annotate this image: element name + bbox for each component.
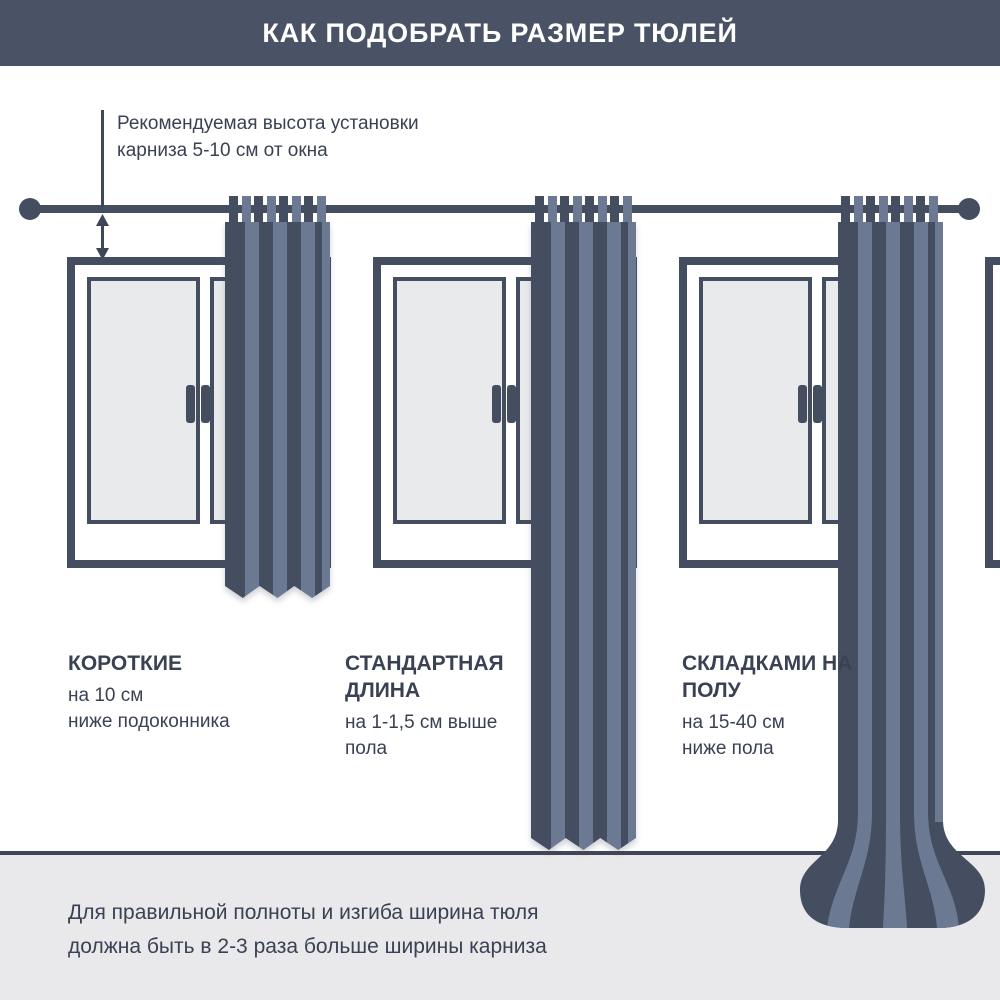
label-short-desc: на 10 см ниже подоконника: [68, 685, 230, 732]
rod-end-cap-right: [958, 198, 980, 220]
page-title: КАК ПОДОБРАТЬ РАЗМЕР ТЮЛЕЙ: [262, 17, 738, 48]
double-arrow-icon: [93, 214, 112, 260]
annotation-line-2: карниза 5-10 см от окна: [117, 140, 328, 161]
footer-line-1: Для правильной полноты и изгиба ширина тюля: [68, 901, 539, 924]
window-2-left-pane: [393, 277, 506, 524]
curtain-rod: [30, 205, 970, 213]
label-short: [68, 650, 243, 735]
window-2-left-handle: [492, 385, 501, 423]
label-standard: [345, 650, 520, 762]
window-2-right-handle: [507, 385, 516, 423]
annotation-line-1: Рекомендуемая высота установки: [117, 113, 419, 134]
header-bar: [0, 0, 1000, 66]
label-short-title: КОРОТКИЕ: [68, 652, 182, 675]
curtain-standard-fabric: [531, 222, 636, 850]
window-1-left-handle: [186, 385, 195, 423]
label-folds: [682, 650, 857, 762]
label-folds-title: СКЛАДКАМИ НА ПОЛУ: [682, 652, 853, 702]
window-1-left-pane: [87, 277, 200, 524]
curtain-3-tabs: [837, 196, 942, 222]
rod-height-annotation: [117, 110, 419, 164]
curtain-1-tabs: [225, 196, 330, 222]
rod-end-cap-left: [19, 198, 41, 220]
window-1-right-handle: [201, 385, 210, 423]
footer-note: [68, 896, 547, 964]
curtain-short-fabric: [225, 222, 330, 598]
curtain-2-tabs: [531, 196, 636, 222]
curtain-pooling: [791, 222, 991, 934]
label-standard-desc: на 1-1,5 см выше пола: [345, 712, 498, 759]
curtain-short: [225, 222, 330, 598]
footer-line-2: должна быть в 2-3 раза больше ширины карниза: [68, 935, 547, 958]
label-folds-desc: на 15-40 см ниже пола: [682, 712, 785, 759]
curtain-standard: [531, 222, 636, 850]
annotation-pointer-line: [101, 110, 104, 207]
label-standard-title: СТАНДАРТНАЯ ДЛИНА: [345, 652, 504, 702]
